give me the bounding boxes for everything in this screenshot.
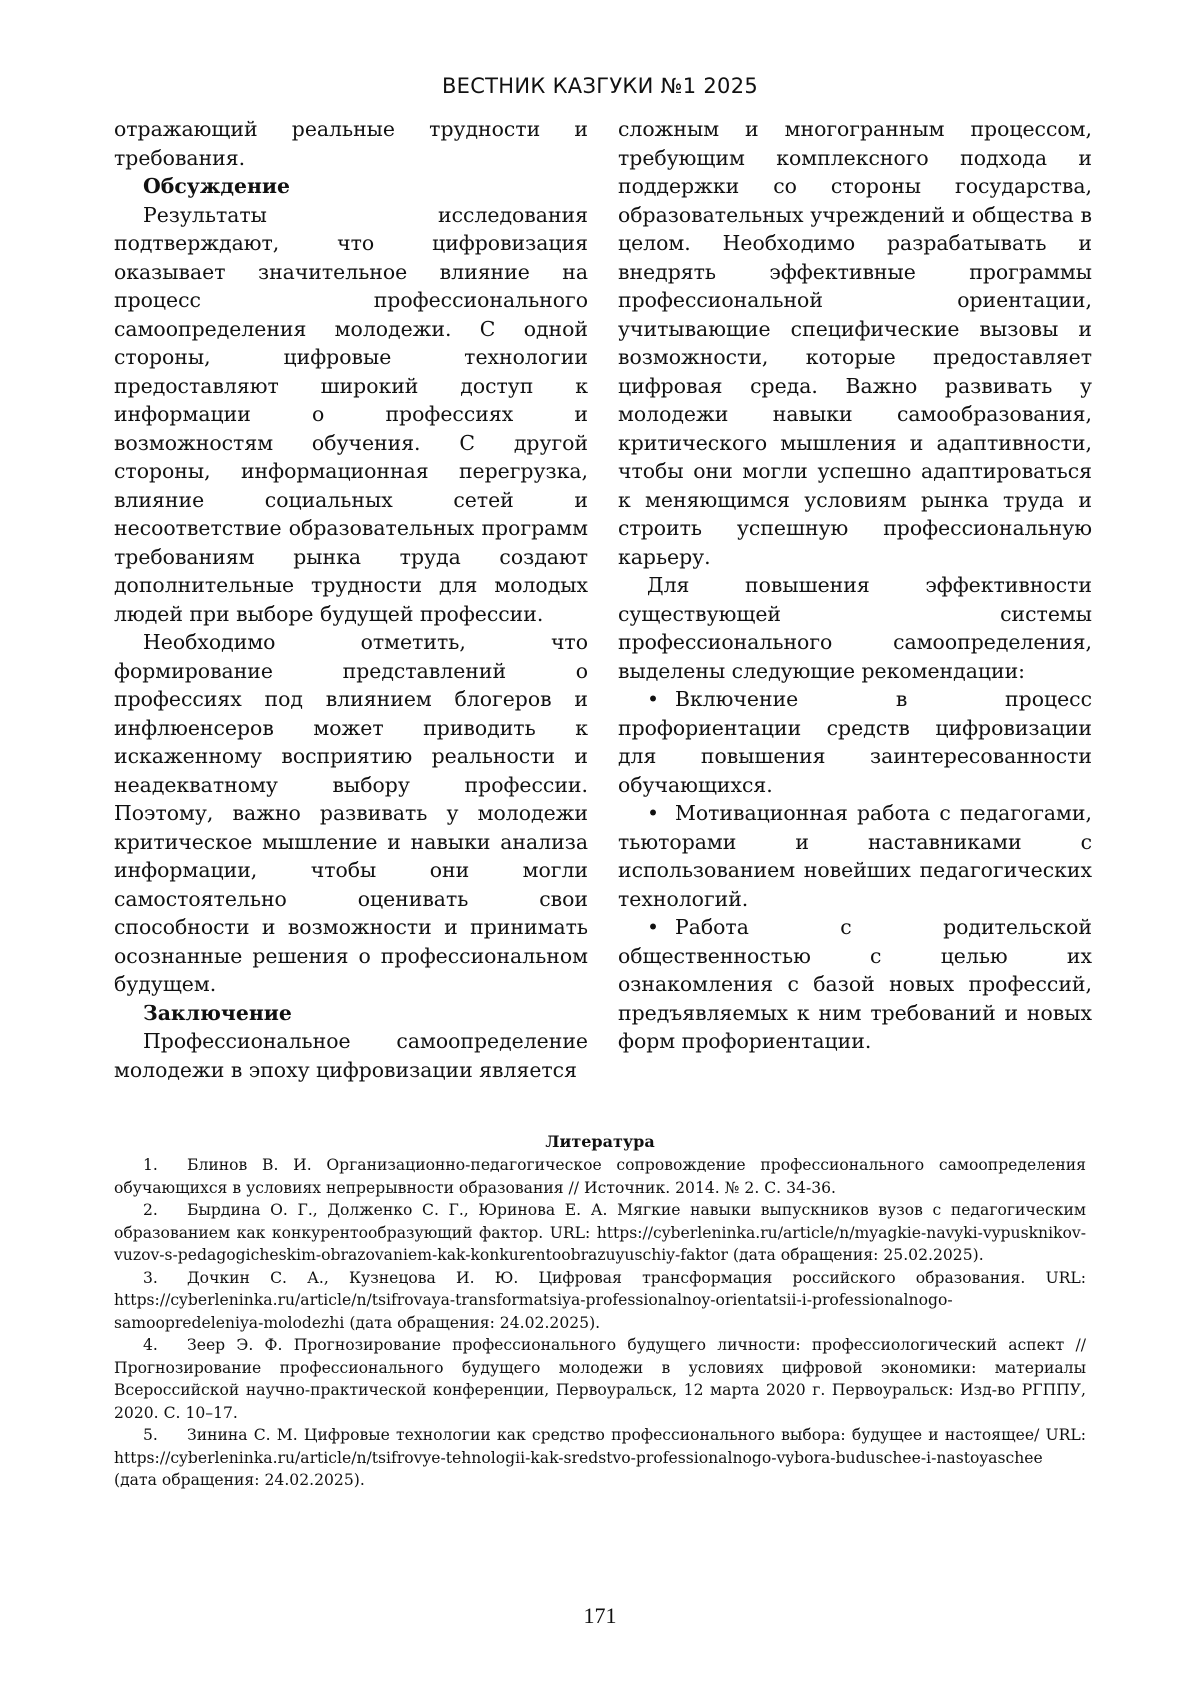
bullet-icon: • bbox=[647, 687, 660, 711]
paragraph-conclusion-continued: сложным и многогранным процессом, требующим комплексного подхода и поддержки со стороны государства, образовательных учреждений и общества в целом. Необходимо разрабатывать и внедрять эффективные программы профессиональной ориентации, учитывающие специфические вызовы и возможности, которые предоставляет цифровая среда. Важно развивать у молодежи навыки самообразования, критического мышления и адаптивности, чтобы они могли успешно адаптироваться к меняющимся условиям рынка труда и строить успешную профессиональную карьеру. bbox=[618, 117, 1092, 569]
section-heading-discussion: Обсуждение bbox=[143, 174, 291, 198]
reference-item bbox=[114, 1424, 1086, 1492]
section-heading-conclusion: Заключение bbox=[143, 1000, 292, 1025]
reference-number: 4. bbox=[143, 1336, 158, 1354]
reference-number: 3. bbox=[143, 1268, 158, 1287]
reference-item bbox=[114, 1334, 1086, 1424]
reference-number: 5. bbox=[143, 1426, 158, 1444]
page-number: 171 bbox=[583, 1603, 617, 1628]
paragraph-continuation: отражающий реальные трудности и требования. bbox=[114, 117, 588, 170]
reference-text: Дочкин С. А., Кузнецова И. Ю. Цифровая трансформация российского образования. URL: https://cyberleninka.ru/article/n/tsifrovaya-transformatsiya-professionalnoy-orientatsii-i-professionalnogo-samoopredeleniya-molodezhi (дата обращения: 24.02.2025). bbox=[114, 1268, 1086, 1332]
paragraph-results: Результаты исследования подтверждают, что цифровизация оказывает значительное влияние на процесс профессионального самоопределения молодежи. С одной стороны, цифровые технологии предоставляют широкий доступ к информации о профессиях и возможностям обучения. С другой стороны, информационная перегрузка, влияние социальных сетей и несоответствие образовательных программ требованиям рынка труда создают дополнительные трудности для молодых людей при выборе будущей профессии. bbox=[114, 202, 588, 626]
bullet-icon: • bbox=[647, 801, 660, 825]
references-section bbox=[114, 1131, 1086, 1492]
reference-item bbox=[114, 1267, 1086, 1335]
recommendations-list bbox=[618, 685, 1092, 1056]
paragraph-conclusion: Профессиональное самоопределение молодежи в эпоху цифровизации является bbox=[114, 1029, 588, 1082]
list-item bbox=[618, 913, 1092, 1056]
reference-item bbox=[114, 1199, 1086, 1267]
left-column bbox=[114, 115, 588, 1084]
list-item-text: Работа с родительской общественностью с целью их ознакомления с базой новых профессий, предъявляемых к ним требований и новых форм профориентации. bbox=[618, 915, 1092, 1053]
list-item-text: Мотивационная работа с педагогами, тьюторами и наставниками с использованием новейших педагогических технологий. bbox=[618, 801, 1092, 911]
list-item bbox=[618, 685, 1092, 799]
reference-text: Зинина С. М. Цифровые технологии как средство профессионального выбора: будущее и настоящее/ URL: https://cyberleninka.ru/article/n/tsifrovye-tehnologii-kak-sredstvo-professionalnogo-vybora-buduschee-i-nastoyaschee (дата обращения: 24.02.2025). bbox=[114, 1426, 1086, 1489]
reference-text: Блинов В. И. Организационно-педагогическое сопровождение профессионального самоопределения обучающихся в условиях непрерывности образования // Источник. 2014. № 2. С. 34-36. bbox=[114, 1156, 1086, 1197]
references-title: Литература bbox=[545, 1132, 655, 1151]
reference-number: 2. bbox=[143, 1201, 158, 1219]
right-column bbox=[618, 115, 1092, 1056]
reference-text: Зеер Э. Ф. Прогнозирование профессионального будущего личности: профессиологический аспект // Прогнозирование профессионального будущего молодежи в условиях цифровой экономики: материалы Всероссийской научно-практической конференции, Первоуральск, 12 марта 2020 г. Первоуральск: Изд-во РГППУ, 2020. С. 10–17. bbox=[114, 1336, 1086, 1422]
paragraph-bloggers: Необходимо отметить, что формирование представлений о профессиях под влиянием блогеров и инфлюенсеров может приводить к искаженному восприятию реальности и неадекватному выбору профессии. Поэтому, важно развивать у молодежи критическое мышление и навыки анализа информации, чтобы они могли самостоятельно оценивать свои способности и возможности и принимать осознанные решения о профессиональном будущем. bbox=[114, 630, 588, 996]
reference-number: 1. bbox=[143, 1156, 158, 1174]
paragraph-recommendations-intro: Для повышения эффективности существующей системы профессионального самоопределения, выделены следующие рекомендации: bbox=[618, 573, 1092, 683]
journal-header: ВЕСТНИК КАЗГУКИ №1 2025 bbox=[441, 74, 759, 98]
reference-text: Бырдина О. Г., Долженко С. Г., Юринова Е. А. Мягкие навыки выпускников вузов с педагогическим образованием как конкурентообразующий фактор. URL: https://cyberleninka.ru/article/n/myagkie-navyki-vypusknikov-vuzov-s-pedagogicheskim-obrazovaniem-kak-konkurentoobrazuyuschiy-faktor (дата обращения: 25.02.2025). bbox=[114, 1201, 1086, 1264]
list-item bbox=[618, 799, 1092, 913]
list-item-text: Включение в процесс профориентации средств цифровизации для повышения заинтересованности обучающихся. bbox=[618, 687, 1092, 797]
reference-item bbox=[114, 1154, 1086, 1199]
bullet-icon: • bbox=[647, 915, 660, 939]
